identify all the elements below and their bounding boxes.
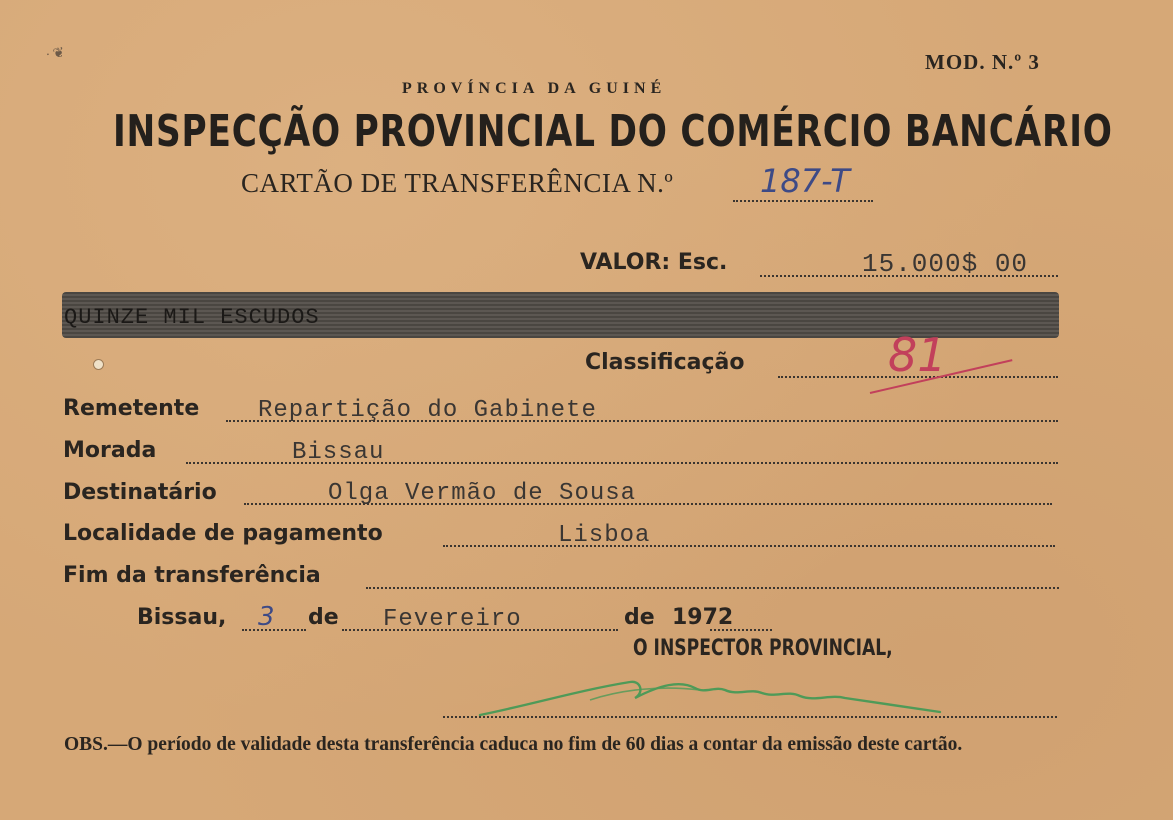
document-title: INSPECÇÃO PROVINCIAL DO COMÉRCIO BANCÁRIO: [113, 106, 1113, 157]
date-year: 1972: [672, 605, 734, 630]
remetente-label: Remetente: [63, 396, 200, 421]
fim-label: Fim da transferência: [63, 563, 321, 588]
amount-in-words: QUINZE MIL ESCUDOS: [64, 305, 320, 330]
date-day: 3: [258, 602, 275, 632]
classificacao-value: 81: [888, 328, 947, 382]
inspector-title: O INSPECTOR PROVINCIAL,: [633, 636, 893, 661]
fim-line: [366, 587, 1059, 589]
localidade-value: Lisboa: [558, 522, 651, 549]
valor-label: VALOR: Esc.: [580, 250, 728, 275]
date-city: Bissau,: [137, 605, 227, 630]
date-month: Fevereiro: [383, 606, 522, 633]
valor-amount: 15.000$ 00: [862, 249, 1029, 279]
date-de-1: de: [308, 605, 339, 630]
form-model-number: MOD. N.º 3: [925, 50, 1040, 74]
card-number-line: [733, 200, 873, 202]
morada-value: Bissau: [292, 439, 385, 466]
corner-stamp-mark: ᐧ ❦: [44, 45, 66, 64]
signature-line: [443, 716, 1057, 718]
localidade-line: [443, 545, 1055, 547]
destinatario-value: Olga Vermão de Sousa: [328, 480, 637, 507]
inspector-signature: [470, 660, 970, 730]
remetente-value: Repartição do Gabinete: [258, 397, 597, 424]
card-number-label: CARTÃO DE TRANSFERÊNCIA N.º: [241, 168, 674, 198]
punch-hole: [93, 359, 104, 370]
destinatario-label: Destinatário: [63, 480, 217, 505]
classificacao-label: Classificação: [585, 350, 745, 375]
observation-note: OBS.—O período de validade desta transferência caduca no fim de 60 dias a contar da emissão deste cartão.: [64, 734, 963, 755]
card-number-value: 187-T: [760, 162, 850, 200]
morada-label: Morada: [63, 438, 157, 463]
province-heading: PROVÍNCIA DA GUINÉ: [402, 80, 667, 97]
date-de-2: de: [624, 605, 655, 630]
localidade-label: Localidade de pagamento: [63, 521, 383, 546]
